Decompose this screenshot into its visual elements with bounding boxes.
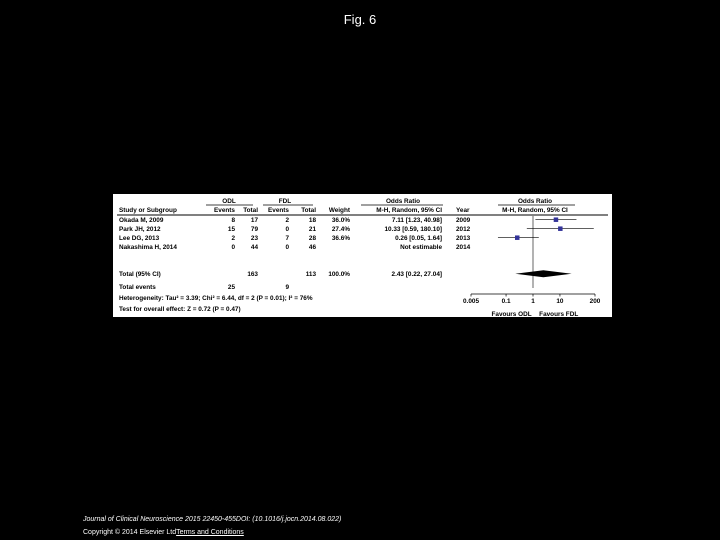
total-events-label: Total events: [119, 284, 156, 291]
study-events-odl: 15: [227, 226, 235, 233]
study-ci: 7.11 [1.23, 40.98]: [391, 217, 442, 224]
study-total-fdl: 28: [308, 235, 316, 242]
study-total-fdl: 46: [308, 244, 316, 251]
group-header-odds-ratio: Odds Ratio: [385, 198, 421, 205]
total-weight: 100.0%: [328, 271, 350, 278]
study-events-fdl: 2: [285, 217, 289, 224]
study-total-fdl: 21: [308, 226, 316, 233]
col-header-ci-plot: M-H, Random, 95% CI: [502, 207, 568, 214]
col-header-total-fdl: Total: [301, 207, 316, 214]
copyright-text: Copyright © 2014 Elsevier Ltd: [83, 529, 177, 536]
study-total-odl: 23: [250, 235, 258, 242]
x-axis-tick-label: 0.005: [463, 298, 479, 305]
study-weight: 27.4%: [331, 226, 350, 233]
slide-title: Fig. 6: [343, 12, 377, 27]
study-events-odl: 2: [231, 235, 235, 242]
study-events-fdl: 0: [285, 244, 289, 251]
study-year: 2009: [456, 217, 471, 224]
total-n-odl: 163: [247, 271, 258, 278]
study-ci: Not estimable: [400, 244, 442, 251]
col-header-weight: Weight: [328, 207, 350, 214]
overall-effect-text: Test for overall effect: Z = 0.72 (P = 0.47): [119, 306, 241, 313]
copyright-line: [83, 529, 244, 536]
study-weight: 36.6%: [331, 235, 350, 242]
study-events-odl: 0: [231, 244, 235, 251]
study-total-odl: 17: [250, 217, 258, 224]
study-events-odl: 8: [231, 217, 235, 224]
journal-citation: Journal of Clinical Neuroscience 2015 22450-455DOI: (10.1016/j.jocn.2014.08.022): [83, 516, 342, 523]
x-axis-tick-label: 0.1: [501, 298, 511, 305]
group-header-fdl: FDL: [278, 198, 292, 205]
col-header-events-odl: Events: [214, 207, 235, 214]
total-events-odl: 25: [227, 284, 235, 291]
col-header-ci: M-H, Random, 95% CI: [376, 207, 442, 214]
favours-right-label: Favours FDL: [539, 311, 579, 317]
study-ci: 10.33 [0.59, 180.10]: [384, 226, 442, 233]
study-point-marker: [515, 235, 520, 240]
group-header-odds-ratio-plot: Odds Ratio: [517, 198, 553, 205]
study-total-fdl: 18: [308, 217, 316, 224]
col-header-year: Year: [456, 207, 470, 214]
study-name: Okada M, 2009: [119, 217, 164, 224]
study-year: 2012: [456, 226, 471, 233]
total-diamond: [515, 270, 571, 277]
terms-link[interactable]: Terms and Conditions: [176, 529, 244, 536]
study-total-odl: 79: [250, 226, 258, 233]
heterogeneity-text: Heterogeneity: Tau² = 3.39; Chi² = 6.44, df = 2 (P = 0.01); I² = 76%: [119, 295, 313, 302]
col-header-study: Study or Subgroup: [119, 207, 177, 214]
group-header-odl: ODL: [222, 198, 236, 205]
total-label: Total (95% CI): [119, 271, 161, 278]
study-year: 2013: [456, 235, 471, 242]
study-name: Park JH, 2012: [119, 226, 161, 233]
study-name: Lee DG, 2013: [119, 235, 160, 242]
total-ci: 2.43 [0.22, 27.04]: [391, 271, 442, 278]
total-events-fdl: 9: [285, 284, 289, 291]
x-axis-tick-label: 200: [589, 298, 601, 305]
x-axis-tick-label: 10: [556, 298, 564, 305]
study-point-marker: [558, 226, 563, 231]
favours-left-label: Favours ODL: [491, 311, 532, 317]
total-n-fdl: 113: [305, 271, 316, 278]
col-header-total-odl: Total: [243, 207, 258, 214]
study-weight: 36.0%: [331, 217, 350, 224]
study-point-marker: [554, 217, 559, 222]
study-year: 2014: [456, 244, 471, 251]
study-events-fdl: 0: [285, 226, 289, 233]
col-header-events-fdl: Events: [268, 207, 289, 214]
study-name: Nakashima H, 2014: [119, 244, 177, 251]
study-total-odl: 44: [250, 244, 258, 251]
study-ci: 0.26 [0.05, 1.64]: [395, 235, 442, 242]
forest-plot-svg: [113, 194, 612, 317]
study-events-fdl: 7: [285, 235, 289, 242]
citation-line: [83, 516, 341, 523]
x-axis-tick-label: 1: [531, 298, 535, 305]
forest-plot-figure: [113, 194, 612, 317]
